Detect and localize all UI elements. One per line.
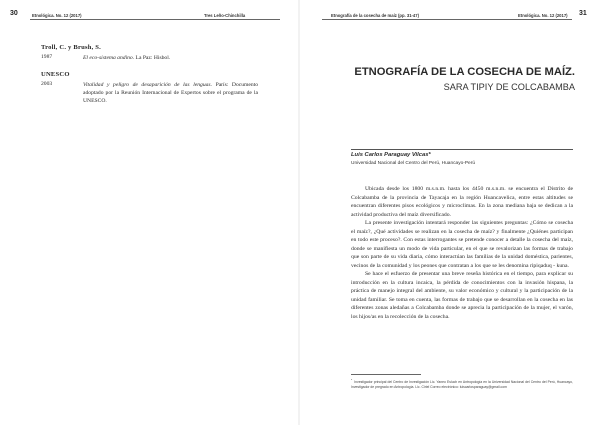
running-head-journal: Etnológica. No. 12 (2017): [518, 13, 568, 18]
ref-author: UNESCO: [41, 71, 70, 78]
ref-entry: [83, 54, 258, 62]
ref-publisher: París: Documento adoptado por la Reunión Internacional de Expertos sobre el programa de la UNESCO.: [83, 82, 258, 105]
page-number-right: 31: [579, 10, 587, 17]
ref-publisher: La Paz: Hisbol.: [134, 55, 171, 61]
article-subtitle: SARA TIPIY DE COLCABAMBA: [443, 82, 575, 92]
header-rule-right: [322, 19, 572, 20]
footnote: [351, 378, 573, 390]
ref-author: Troll, C. y Brush, S.: [41, 44, 102, 51]
author-rule: [351, 149, 573, 150]
footnote-marker: *: [351, 378, 353, 382]
paragraph: Se hace el esfuerzo de presentar una breve reseña histórica en el tiempo, para explicar su introducción en la cultura incaica, la pérdida de conocimientos con la invasión hispana, la práctica de manejo integral del ambiente, su valor económico y cultural y la participación de la unidad familiar. Se toma en cuenta, las formas de trabajo que se desarrollan en la cosecha en las diferentes zonas aledañas a Colcabamba donde se aprecia la participación de la mujer, el varón, los hijos/as en la recolección de la cosecha.: [351, 271, 573, 320]
page-number-left: 30: [10, 10, 18, 17]
running-head-author: Tres Leño-Chinchilla: [204, 13, 246, 18]
article-author: Luis Carlos Paraguay Vilcas*: [351, 152, 431, 158]
paragraph: La presente investigación intentará responder las siguientes preguntas: ¿Cómo se cosecha el maíz?, ¿Qué actividades se realizan en la cosecha de maíz? y finalmente ¿Quiénes participan en todo este proceso?. Con estas interrogantes se pretende conocer a detalle la cosecha del maíz, donde se manifiesta un modo de vida particular, en el que se revalorizan las formas de trabajo que son parte de su vida diaria, cómo interactúan las familias de la unidad doméstica, parientes, vecinos de la comunidad y los peones que contratan a los que se les denomina ripiqaduq - kuna.: [351, 220, 573, 269]
header-rule-left: [30, 19, 280, 20]
footnote-rule: [351, 374, 421, 375]
article-body: [351, 185, 573, 321]
ref-year: 2003: [41, 81, 53, 87]
footnote-text: Investigador principal del Centro de Investigación Lic. Yaneo Esluch en Antropología en la Universidad Nacional del Centro del Perú, Huancayo, Investigador de pregrado en Antropología. Lic. Ciriel Correo electrónico: luiscarlosparaguay@gmail.com: [351, 380, 573, 389]
paragraph: Ubicada desde los 1800 m.s.n.m. hasta los 4450 m.s.n.m. se encuentra el Distrito de Colcabamba de la provincia de Tayacaja en la región Huancavelica, entre estas altitudes se encuentran diferentes pisos ecológicos y microclimas. En la zona mediana baja se dedican a la actividad productiva del maíz diversificado.: [351, 186, 573, 218]
article-title: ETNOGRAFÍA DE LA COSECHA DE MAÍZ.: [354, 66, 575, 78]
running-head-journal: Etnológica. No. 12 (2017): [32, 13, 82, 18]
ref-entry: [83, 81, 258, 106]
ref-title: El eco-sistema andino.: [83, 55, 135, 61]
author-affiliation: Universidad Nacional del Centro del Perú, Huancayo-Perú: [351, 161, 475, 166]
ref-title: Vitalidad y peligro de desaparición de las lenguas.: [83, 82, 212, 88]
running-head-article: Etnografía de la cosecha de maíz (pp. 31-47): [331, 13, 419, 18]
ref-year: 1987: [41, 54, 53, 60]
